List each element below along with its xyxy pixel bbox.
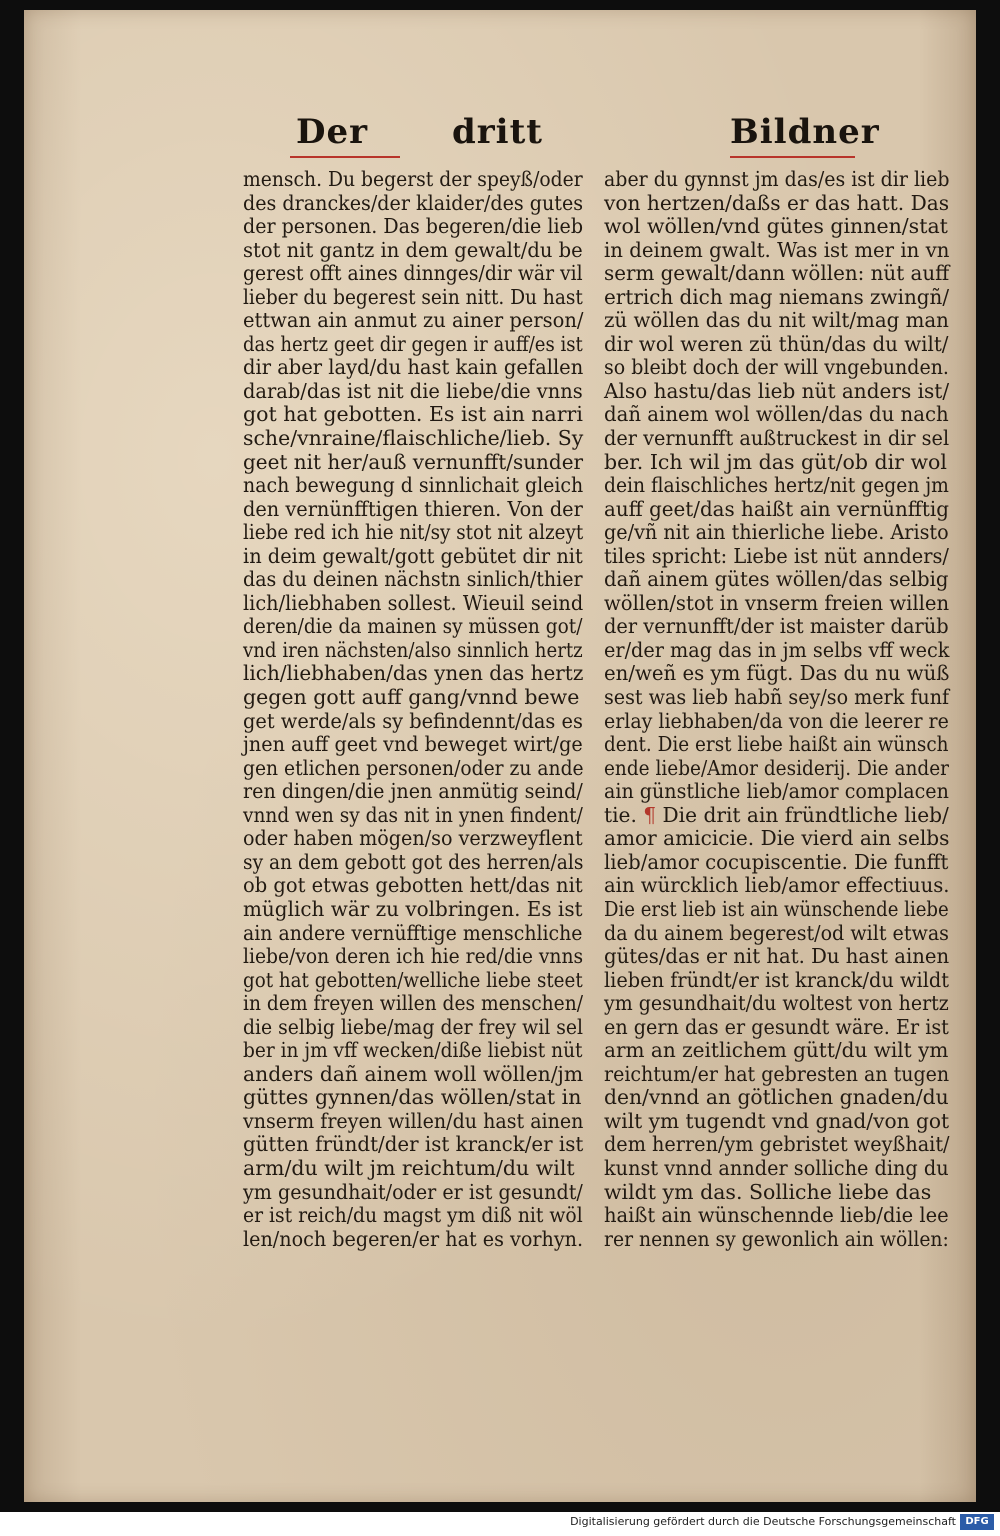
text-line: got hat gebotten. Es ist ain narri <box>243 402 583 427</box>
text-line: darab/das ist nit die liebe/die vnns <box>243 378 583 403</box>
text-line: lich/liebhaben/das ynen das hertz <box>243 661 584 686</box>
text-line: dem herren/ym gebristet weyßhait/ <box>604 1132 950 1157</box>
text-line: in dem freyen willen des menschen/ <box>243 991 583 1016</box>
paragraph-mark: ¶ <box>643 802 657 827</box>
text-line: müglich wär zu volbringen. Es ist <box>243 896 583 921</box>
text-line: lieber du begerest sein nitt. Du hast <box>243 284 583 309</box>
text-line: tiles spricht: Liebe ist nüt annders/ <box>604 543 949 568</box>
text-line: erlay liebhaben/da von die leerer re <box>604 708 949 733</box>
text-line: sche/vnraine/flaischliche/lieb. Sy <box>243 426 584 451</box>
text-line: wildt ym das. Solliche liebe das <box>604 1179 932 1204</box>
text-line: en/weñ es ym fügt. Das du nu wüß <box>604 661 950 686</box>
text-line: der personen. Das begeren/die lieb <box>243 214 584 239</box>
running-head-left: Der <box>296 112 369 152</box>
text-line: haißt ain wünschennde lieb/die lee <box>604 1203 949 1228</box>
text-line: len/noch begeren/er hat es vorhyn. <box>243 1226 584 1251</box>
text-line: ber. Ich wil jm das güt/ob dir wol <box>604 449 947 474</box>
text-line: Also hastu/das lieb nüt anders ist/ <box>604 378 950 403</box>
text-line: dent. Die erst liebe haißt ain wünsch <box>604 732 949 757</box>
text-line: den/vnnd an götlichen gnaden/du <box>604 1085 949 1110</box>
running-head-middle: dritt <box>452 112 544 152</box>
text-line: so bleibt doch der will vngebunden. <box>604 355 949 380</box>
text-line: da du ainem begerest/od wilt etwas <box>604 920 949 945</box>
text-line: ain andere vernüfftige menschliche <box>243 920 583 945</box>
text-line: zü wöllen das du nit wilt/mag man <box>604 308 949 333</box>
text-line: den vernünfftigen thieren. Von der <box>243 496 583 521</box>
text-line: aber du gynnst jm das/es ist dir lieb <box>604 167 950 191</box>
text-line: ge/vñ nit ain thierliche liebe. Aristo <box>604 520 949 545</box>
text-line: ettwan ain anmut zu ainer person/ <box>243 308 584 333</box>
text-line: er/der mag das in jm selbs vff weck <box>604 637 950 662</box>
text-line: ende liebe/Amor desiderij. Die ander <box>604 755 949 780</box>
text-line: kunst vnnd annder solliche ding du <box>604 1155 949 1180</box>
text-line: vnnd wen sy das nit in ynen findent/ <box>243 802 583 827</box>
text-line: dañ ainem gütes wöllen/das selbig <box>604 567 949 592</box>
text-line: reichtum/er hat gebresten an tugen <box>604 1061 950 1086</box>
text-line: arm/du wilt jm reichtum/du wilt <box>243 1155 575 1180</box>
text-line: lich/liebhaben sollest. Wieuil seind <box>243 590 584 615</box>
text-line: das hertz geet dir gegen ir auff/es ist <box>243 331 583 356</box>
text-line: deren/die da mainen sy müssen got/ <box>243 614 583 639</box>
text-line: die selbig liebe/mag der frey wil sel <box>243 1014 583 1039</box>
text-line: ber in jm vff wecken/diße liebist nüt <box>243 1038 583 1063</box>
text-line: get werde/als sy befindennt/das es <box>243 708 583 733</box>
text-line: ain würcklich lieb/amor effectiuus. <box>604 873 950 898</box>
text-line: oder haben mögen/so verzweyflent <box>243 826 583 851</box>
text-line: dir wol weren zü thün/das du wilt/ <box>604 331 949 356</box>
text-line: gütten fründt/der ist kranck/er ist <box>243 1132 584 1157</box>
text-line: jnen auff geet vnd beweget wirt/ge <box>243 732 583 757</box>
text-line: ren dingen/die jnen anmütig seind/ <box>243 779 583 804</box>
text-line: dañ ainem wol wöllen/das du nach <box>604 402 949 427</box>
dfg-logo: DFG <box>960 1514 994 1530</box>
text-line: liebe/von deren ich hie red/die vnns <box>243 944 584 969</box>
text-line: amor amicicie. Die vierd ain selbs <box>604 826 950 851</box>
text-line: lieb/amor cocupiscentie. Die funfft <box>604 849 949 874</box>
text-line: er ist reich/du magst ym diß nit wöl <box>243 1203 583 1228</box>
text-line: der vernunfft außtruckest in dir sel <box>604 426 950 451</box>
text-line: von hertzen/daßs er das hatt. Das <box>604 190 950 215</box>
text-line: sy an dem gebott got des herren/als <box>243 849 584 874</box>
text-line: ob got etwas gebotten hett/das nit <box>243 873 583 898</box>
running-head-right: Bildner <box>730 112 880 152</box>
text-line: vnd iren nächsten/also sinnlich hertz <box>243 637 583 662</box>
red-rule-right <box>730 156 855 158</box>
text-line: wöllen/stot in vnserm freien willen <box>604 590 950 615</box>
text-line: en gern das er gesundt wäre. Er ist <box>604 1014 949 1039</box>
text-line: wol wöllen/vnd gütes ginnen/stat <box>604 214 948 239</box>
text-line: mensch. Du begerst der speyß/oder <box>243 167 583 191</box>
text-line: vnserm freyen willen/du hast ainen <box>243 1108 584 1133</box>
text-line: des dranckes/der klaider/des gutes <box>243 190 584 215</box>
text-column-right <box>604 168 949 1251</box>
text-line: ym gesundhait/oder er ist gesundt/ <box>243 1179 583 1204</box>
text-line: güttes gynnen/das wöllen/stat in <box>243 1085 582 1110</box>
text-line: sest was lieb habñ sey/so merk funf <box>604 685 950 710</box>
text-line: wilt ym tugendt vnd gnad/von got <box>604 1108 950 1133</box>
text-line: lieben fründt/er ist kranck/du wildt <box>604 967 950 992</box>
text-line: das du deinen nächstn sinlich/thier <box>243 567 583 592</box>
text-line: der vernunfft/der ist maister darüb <box>604 614 949 639</box>
red-rule-left <box>290 156 400 158</box>
text-line: gen etlichen personen/oder zu ande <box>243 755 584 780</box>
funding-credit: Digitalisierung gefördert durch die Deutsche Forschungsgemeinschaft <box>570 1515 956 1528</box>
text-line: in deinem gwalt. Was ist mer in vn <box>604 237 950 262</box>
text-line: ertrich dich mag niemans zwingñ/ <box>604 284 950 309</box>
text-line: gegen gott auff gang/vnnd bewe <box>243 685 580 710</box>
text-line: gütes/das er nit hat. Du hast ainen <box>604 944 950 969</box>
text-line: anders dañ ainem woll wöllen/jm <box>243 1061 584 1086</box>
text-column-left <box>243 168 583 1251</box>
text-line: ain günstliche lieb/amor complacen <box>604 779 949 804</box>
text-line: rer nennen sy gewonlich ain wöllen: <box>604 1226 949 1251</box>
text-line: ym gesundhait/du woltest von hertz <box>604 991 949 1016</box>
text-line: stot nit gantz in dem gewalt/du be <box>243 237 583 262</box>
text-line: in deim gewalt/gott gebütet dir nit <box>243 543 583 568</box>
text-line: serm gewalt/dann wöllen: nüt auff <box>604 261 950 286</box>
text-line: liebe red ich hie nit/sy stot nit alzeyt <box>243 520 584 545</box>
text-line: auff geet/das haißt ain vernünfftig <box>604 496 949 521</box>
text-line: geet nit her/auß vernunfft/sunder <box>243 449 584 474</box>
text-line: nach bewegung d sinnlichait gleich <box>243 473 584 498</box>
text-line: got hat gebotten/welliche liebe steet <box>243 967 583 992</box>
text-line: dein flaischliches hertz/nit gegen jm <box>604 473 949 498</box>
text-line: arm an zeitlichem gütt/du wilt ym <box>604 1038 949 1063</box>
text-line: Die erst lieb ist ain wünschende liebe <box>604 896 949 921</box>
text-line: tie. ¶ Die drit ain fründtliche lieb/ <box>604 802 949 827</box>
text-line: dir aber layd/du hast kain gefallen <box>243 355 584 380</box>
text-line: gerest offt aines dinnges/dir wär vil <box>243 261 583 286</box>
